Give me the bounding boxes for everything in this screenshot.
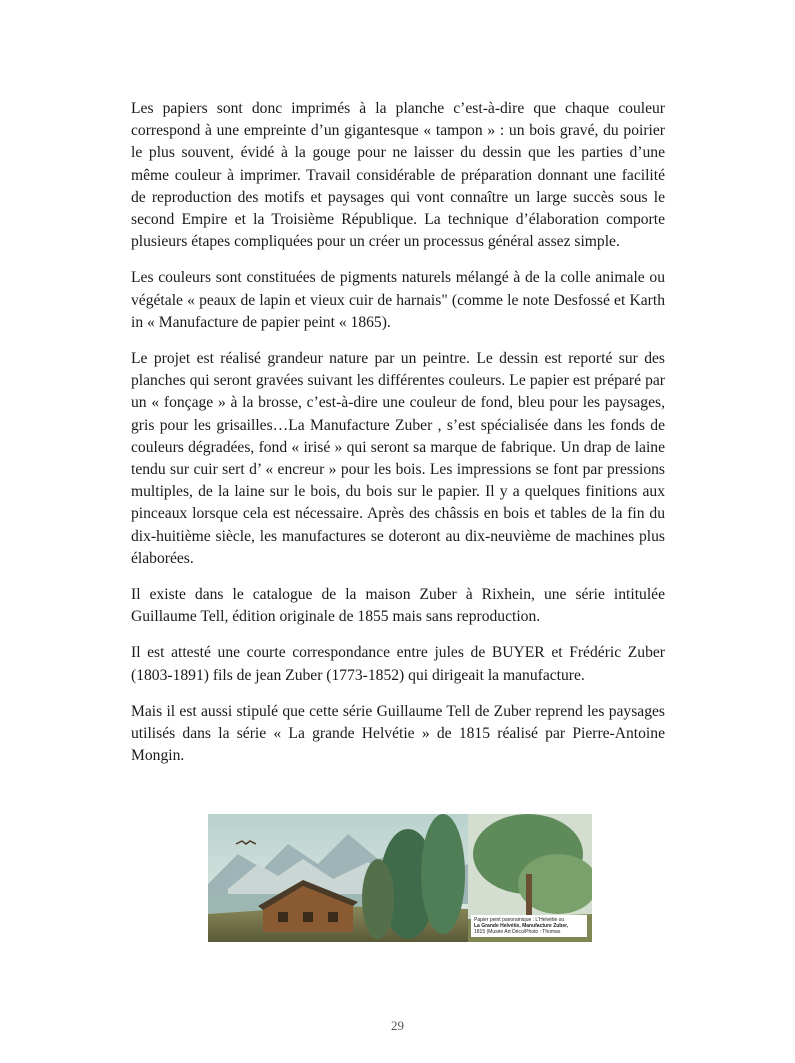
paragraph-1: Les papiers sont donc imprimés à la planche c’est-à-dire que chaque couleur correspond à une empreinte d’un gigantesque « tampon » : un bois gravé, du poirier le plus souvent, évidé à la gouge pour ne laisser du dessin que les parties d’une même couleur à imprimer. Travail considérable de préparation donnant une facilité de reproduction des motifs et paysages qui vont connaître un large succès sous le second Empire et la Troisième République. La technique d’élaboration comporte plusieurs étapes compliquées pour un créer un processus général assez simple. bbox=[131, 100, 665, 251]
wallpaper-photo bbox=[208, 814, 592, 942]
paragraph-3: Le projet est réalisé grandeur nature par un peintre. Le dessin est reporté sur des planches qui seront gravées suivant les différentes couleurs. Le papier est préparé par un « fonçage » à la brosse, c’est-à-dire une couleur de fond, bleu pour les paysages, gris pour les grisailles…La Manufacture Zuber , s’est spécialisée dans les fonds de couleurs dégradées, fond « irisé » qui seront sa marque de fabrique. Un drap de laine tendu sur cuir sert d’ « encreur » pour les bois. Les impressions se font par pressions multiples, de la laine sur le bois, du bois sur le papier. Il y a quelques finitions aux pinceaux lorsque cela est nécessaire. Après des châssis en bois et tables de la fin du dix-huitième siècle, les manufactures se doteront au dix-neuvième de machines plus élaborées. bbox=[131, 350, 665, 567]
caption-line-3: 1815 (Musée Art Déco/Photo : Thomas bbox=[474, 929, 561, 935]
photo-caption bbox=[471, 915, 587, 937]
page-number: 29 bbox=[391, 1018, 404, 1033]
paragraph-6: Mais il est aussi stipulé que cette série Guillaume Tell de Zuber reprend les paysages utilisés dans la série « La grande Helvétie » de 1815 réalisé par Pierre-Antoine Mongin. bbox=[131, 702, 665, 765]
paragraph-5: Il est attesté une courte correspondance entre jules de BUYER et Frédéric Zuber (1803-1891) fils de jean Zuber (1773-1852) qui dirigeait la manufacture. bbox=[131, 644, 665, 684]
paragraph-4: Il existe dans le catalogue de la maison Zuber à Rixhein, une série intitulée Guillaume Tell, édition originale de 1855 mais sans reproduction. bbox=[131, 586, 665, 626]
body-text bbox=[131, 98, 665, 781]
paragraph-2: Les couleurs sont constituées de pigments naturels mélangé à de la colle animale ou végétale « peaux de lapin et vieux cuir de harnais" (comme le note Desfossé et Karth in « Manufacture de papier peint « 1865). bbox=[131, 269, 665, 331]
caption-line-2: La Grande Helvétie, Manufacture Zuber, bbox=[474, 923, 569, 929]
caption-line-1: Papier peint panoramique : L'Helvétie ou bbox=[474, 917, 565, 923]
